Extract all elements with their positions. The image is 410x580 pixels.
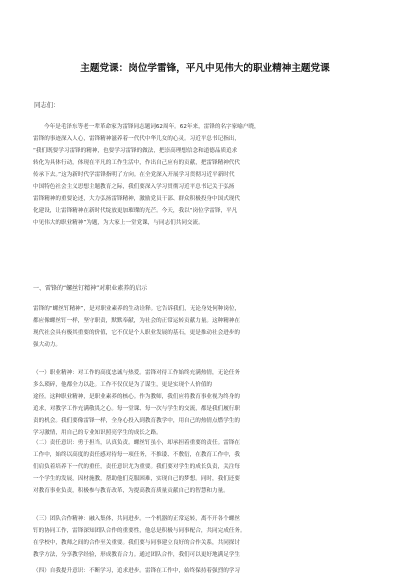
- paragraph-intro: [33, 121, 373, 229]
- text-line: （一）职业精神：对工作的高度忠诚与热爱。雷锋对待工作始终充满热情，无论任务: [33, 370, 240, 376]
- text-line: 途径。这种职业精神，是职业素养的核心。作为教师，我们应将教育事业视为终身的: [33, 394, 240, 400]
- text-line: 传承下去。”这为新时代学雷锋指明了方向。在全党深入开展学习贯彻习近平新时代: [33, 172, 235, 178]
- text-line: 雷锋精神的重要论述，大力弘扬雷锋精神，激励党员干部、群众积极投身中国式现代: [33, 196, 240, 202]
- text-line: 教学方法，分享教学经验，形成教育合力。通过团队合作，我们可以更好地满足学生: [33, 552, 240, 558]
- text-line: 中见伟大的职业精神”为题，为大家上一堂党课，与同志们共同交流。: [33, 220, 204, 226]
- text-line: 雷锋的事迹深入人心，雷锋精神滋养着一代代中华儿女的心灵。习近平总书记指出，: [33, 136, 240, 142]
- paragraph-spirit: [33, 303, 373, 351]
- text-line: （二）责任意识：勇于担当，认真负责。螺丝钉虽小，却承担着重要的责任。雷锋在: [33, 440, 240, 446]
- document-title: 主题党课：岗位学雷锋，平凡中见伟大的职业精神主题党课: [80, 63, 330, 74]
- text-line: 追求，对教学工作充满敬畏之心。每一堂课、每一次与学生的交流，都是我们履行职: [33, 406, 240, 412]
- text-line: 在学校中，教师之间的合作至关重要。我们要与同事建立良好的合作关系，共同探讨: [33, 540, 240, 546]
- section-heading: 一、雷锋的“螺丝钉精神”对职业素养的启示: [33, 285, 148, 292]
- paragraph-self-improvement: [33, 565, 373, 577]
- text-line: 多么琐碎，他都全力以赴。工作不仅仅是为了谋生，更是实现个人价值的: [33, 382, 213, 388]
- paragraph-responsibility: [33, 437, 373, 497]
- text-line: 都应像螺丝钉一样，坚守职责，默默奉献，为社会的正常运转贡献力量。这种精神在: [33, 318, 240, 324]
- text-line: “我们既要学习雷锋的精神，也要学习雷锋的做法，把崇高理想信念和道德品质追求: [33, 148, 238, 154]
- text-line: 雷锋的“螺丝钉精神”，是对职业素养的生动诠释。它告诉我们，无论身处何种岗位，: [33, 306, 241, 312]
- text-line: 强大动力。: [33, 342, 61, 348]
- paragraph-teamwork: [33, 513, 373, 561]
- text-line: （三）团队合作精神：融入集体，共同进步。一个机器的正常运转，离不开各个螺丝: [33, 516, 240, 522]
- text-line: 中国特色社会主义思想主题教育之际，我们要深入学习贯彻习近平总书记关于弘扬: [33, 184, 235, 190]
- text-line: 化建设，让雷锋精神在新时代绽放更加璀璨的光芒。今天，我以“岗位学雷锋，平凡: [33, 208, 238, 214]
- text-line: （四）自我提升意识：不断学习，追求进步。雷锋在工作中，始终保持着强烈的学习: [33, 568, 240, 574]
- text-line: 责的机会。我们要像雷锋一样，全身心投入到教育教学中，用自己的热情点燃学生的: [33, 418, 240, 424]
- text-line: 一个学生的发展，因材施教，帮助他们克服困难，实现自己的梦想。同时，我们还要: [33, 476, 240, 482]
- text-line: 转化为具体行动，体现在平凡的工作生活中，作出自己应有的贡献，把雷锋精神代代: [33, 160, 240, 166]
- text-line: 现代社会具有极其重要的价值，它不仅是个人职业发展的基石，更是推动社会进步的: [33, 330, 240, 336]
- text-line: 今年是毛泽东等老一辈革命家为雷锋同志题词62周年。62年来，雷锋的名字家喻户晓，: [44, 124, 260, 130]
- text-line: 钉的协同工作，雷锋深知团队合作的重要性，他总是积极与同事配合，共同完成任务。: [33, 528, 246, 534]
- text-line: 们肩负着培养下一代的重任，责任意识尤为重要。我们要对学生的成长负责，关注每: [33, 464, 240, 470]
- text-line: 工作中，始终以高度的责任感对待每一项任务，不推诿、不敷衍，在教育工作中，我: [33, 452, 240, 458]
- text-line: 对教育事业负责，积极参与教育改革，为提高教育质量贡献自己的智慧和力量。: [33, 488, 229, 494]
- paragraph-professional-spirit: [33, 367, 373, 439]
- greeting: 同志们：: [34, 101, 60, 109]
- text-line: 学习激情，用自己的专业知识照亮学生的成长之路。: [33, 430, 162, 436]
